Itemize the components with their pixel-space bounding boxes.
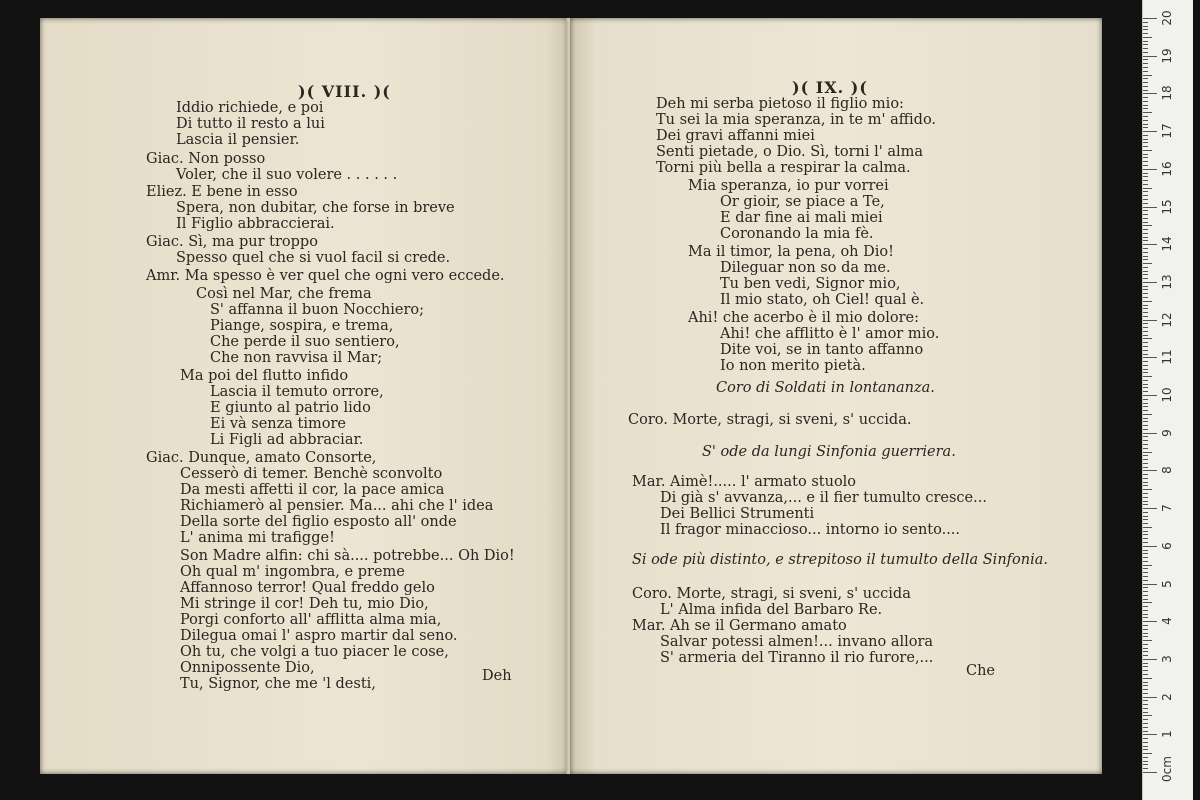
- ruler-tick: [1143, 180, 1148, 181]
- verse-line: Spesso quel che si vuol facil si crede.: [176, 250, 451, 266]
- ruler-number: 4: [1160, 617, 1174, 626]
- ruler-tick: [1143, 704, 1148, 705]
- page-header: )( IX. )(: [792, 78, 868, 97]
- ruler-tick: [1143, 323, 1148, 324]
- ruler-tick: [1143, 135, 1148, 136]
- ruler-tick: [1143, 542, 1148, 543]
- ruler-tick: [1143, 429, 1148, 430]
- verse-line: Salvar potessi almen!... invano allora: [660, 634, 934, 650]
- verse-line: Giac. Non posso: [146, 151, 266, 167]
- ruler-tick: [1143, 320, 1157, 321]
- ruler-tick: [1143, 534, 1148, 535]
- verse-line: Il Figlio abbraccierai.: [176, 216, 335, 232]
- ruler-tick: [1143, 403, 1148, 404]
- ruler-tick: [1143, 335, 1148, 336]
- ruler-tick: [1143, 308, 1148, 309]
- ruler-tick: [1143, 305, 1148, 306]
- ruler-tick: [1143, 161, 1148, 162]
- ruler-tick: [1143, 184, 1148, 185]
- ruler-tick: [1143, 93, 1157, 94]
- ruler-tick: [1143, 350, 1148, 351]
- verse-line: Io non merito pietà.: [720, 358, 866, 374]
- ruler-tick: [1143, 440, 1148, 441]
- ruler-tick: [1143, 354, 1148, 355]
- ruler-tick: [1143, 693, 1148, 694]
- ruler-tick: [1143, 761, 1148, 762]
- ruler-tick: [1143, 425, 1148, 426]
- ruler-tick: [1143, 538, 1148, 539]
- ruler-tick: [1143, 391, 1148, 392]
- ruler-tick: [1143, 591, 1148, 592]
- verse-line: Della sorte del figlio esposto all' onde: [180, 514, 457, 530]
- ruler-tick: [1143, 338, 1152, 339]
- verse-line: Tu, Signor, che me 'l desti,: [180, 676, 376, 692]
- ruler-tick: [1143, 546, 1157, 547]
- ruler-tick: [1143, 674, 1148, 675]
- ruler-tick: [1143, 504, 1148, 505]
- verse-line: Il mio stato, oh Ciel! qual è.: [720, 292, 925, 308]
- ruler-tick: [1143, 78, 1148, 79]
- ruler-tick: [1143, 614, 1148, 615]
- ruler-tick: [1143, 587, 1148, 588]
- ruler-tick: [1143, 663, 1148, 664]
- ruler-tick: [1143, 139, 1148, 140]
- ruler-tick: [1143, 523, 1148, 524]
- ruler-tick: [1143, 387, 1148, 388]
- ruler-tick: [1143, 576, 1148, 577]
- ruler-tick: [1143, 557, 1148, 558]
- ruler-tick: [1143, 97, 1148, 98]
- ruler-tick: [1143, 565, 1152, 566]
- ruler-tick: [1143, 621, 1157, 622]
- verse-line: Giac. Sì, ma pur troppo: [146, 234, 318, 250]
- verse-line: Piange, sospira, e trema,: [210, 318, 394, 334]
- stage-direction: Si ode più distinto, e strepitoso il tumulto della Sinfonia.: [632, 552, 1048, 568]
- ruler-tick: [1143, 165, 1148, 166]
- ruler-number: 10: [1160, 387, 1174, 403]
- ruler-tick: [1143, 553, 1148, 554]
- ruler-tick: [1143, 489, 1152, 490]
- ruler-tick: [1143, 384, 1148, 385]
- ruler-tick: [1143, 734, 1157, 735]
- ruler-tick: [1143, 406, 1148, 407]
- verse-line: S' affanna il buon Nocchiero;: [210, 302, 424, 318]
- ruler-tick: [1143, 414, 1152, 415]
- ruler-tick: [1143, 640, 1152, 641]
- ruler-tick: [1143, 625, 1148, 626]
- verse-line: Oh qual m' ingombra, e preme: [180, 564, 405, 580]
- ruler-tick: [1143, 41, 1148, 42]
- ruler-tick: [1143, 467, 1148, 468]
- ruler-number: 8: [1160, 466, 1174, 475]
- ruler-tick: [1143, 259, 1148, 260]
- ruler-tick: [1143, 267, 1148, 268]
- verse-line: Dei Bellici Strumenti: [660, 506, 815, 522]
- ruler-tick: [1143, 22, 1148, 23]
- ruler-tick: [1143, 222, 1148, 223]
- right-page: [570, 18, 1102, 774]
- ruler-tick: [1143, 297, 1148, 298]
- ruler-tick: [1143, 278, 1148, 279]
- verse-line: Mar. Ah se il Germano amato: [632, 618, 847, 634]
- ruler-tick: [1143, 482, 1148, 483]
- ruler-tick: [1143, 248, 1148, 249]
- verse-line: S' armeria del Tiranno il rio furore,...: [660, 650, 934, 666]
- ruler-tick: [1143, 327, 1148, 328]
- ruler-number: 1: [1160, 730, 1174, 739]
- ruler-tick: [1143, 659, 1157, 660]
- verse-line: Lascia il temuto orrore,: [210, 384, 384, 400]
- ruler-tick: [1143, 474, 1148, 475]
- ruler-tick: [1143, 203, 1148, 204]
- ruler-tick: [1143, 173, 1148, 174]
- ruler-tick: [1143, 108, 1148, 109]
- verse-line: E giunto al patrio lido: [210, 400, 371, 416]
- ruler-tick: [1143, 485, 1148, 486]
- verse-line: Richiamerò al pensier. Ma... ahi che l' idea: [180, 498, 494, 514]
- ruler-tick: [1143, 395, 1157, 396]
- ruler-tick: [1143, 519, 1148, 520]
- ruler-tick: [1143, 497, 1148, 498]
- ruler-tick: [1143, 56, 1157, 57]
- ruler-tick: [1143, 157, 1148, 158]
- ruler-tick: [1143, 240, 1148, 241]
- ruler-tick: [1143, 448, 1148, 449]
- verse-line: Affannoso terror! Qual freddo gelo: [180, 580, 435, 596]
- ruler-tick: [1143, 150, 1152, 151]
- left-page: [40, 18, 568, 774]
- ruler-tick: [1143, 225, 1152, 226]
- ruler-tick: [1143, 610, 1148, 611]
- ruler-tick: [1143, 470, 1157, 471]
- verse-line: Ahi! che afflitto è l' amor mio.: [720, 326, 940, 342]
- ruler-tick: [1143, 120, 1148, 121]
- ruler-tick: [1143, 697, 1157, 698]
- ruler-tick: [1143, 764, 1148, 765]
- ruler-number: 2: [1160, 692, 1174, 701]
- ruler-tick: [1143, 289, 1148, 290]
- ruler-tick: [1143, 44, 1148, 45]
- verse-line: Porgi conforto all' afflitta alma mia,: [180, 612, 442, 628]
- ruler-tick: [1143, 455, 1148, 456]
- ruler-tick: [1143, 738, 1148, 739]
- ruler-tick: [1143, 584, 1157, 585]
- ruler-tick: [1143, 271, 1148, 272]
- ruler-tick: [1143, 572, 1148, 573]
- ruler-number: 16: [1160, 161, 1174, 177]
- ruler-tick: [1143, 331, 1148, 332]
- ruler-tick: [1143, 263, 1152, 264]
- ruler-tick: [1143, 131, 1157, 132]
- ruler-tick: [1143, 169, 1157, 170]
- ruler-tick: [1143, 670, 1148, 671]
- verse-line: Spera, non dubitar, che forse in breve: [176, 200, 455, 216]
- ruler-tick: [1143, 527, 1152, 528]
- verse-line: Lascia il pensier.: [176, 132, 300, 148]
- ruler-tick: [1143, 86, 1148, 87]
- verse-line: Li Figli ad abbraciar.: [210, 432, 364, 448]
- ruler-tick: [1143, 82, 1148, 83]
- measurement-ruler: [1142, 0, 1193, 800]
- ruler-tick: [1143, 719, 1148, 720]
- ruler-tick: [1143, 365, 1148, 366]
- verse-line: Torni più bella a respirar la calma.: [656, 160, 911, 176]
- verse-line: Eliez. E bene in esso: [146, 184, 298, 200]
- ruler-number: 6: [1160, 541, 1174, 550]
- ruler-tick: [1143, 651, 1148, 652]
- ruler-tick: [1143, 210, 1148, 211]
- verse-line: Dite voi, se in tanto affanno: [720, 342, 924, 358]
- ruler-tick: [1143, 749, 1148, 750]
- ruler-tick: [1143, 636, 1148, 637]
- ruler-tick: [1143, 478, 1148, 479]
- verse-line: Dei gravi affanni miei: [656, 128, 815, 144]
- ruler-tick: [1143, 493, 1148, 494]
- verse-line: Tu ben vedi, Signor mio,: [720, 276, 901, 292]
- ruler-tick: [1143, 768, 1148, 769]
- ruler-tick: [1143, 753, 1152, 754]
- verse-line: Mar. Aimè!..... l' armato stuolo: [632, 474, 857, 490]
- verse-line: Onnipossente Dio,: [180, 660, 315, 676]
- verse-line: Coronando la mia fè.: [720, 226, 874, 242]
- ruler-tick: [1143, 71, 1148, 72]
- ruler-tick: [1143, 29, 1148, 30]
- verse-line: Mia speranza, io pur vorrei: [688, 178, 889, 194]
- ruler-tick: [1143, 229, 1148, 230]
- ruler-tick: [1143, 689, 1148, 690]
- ruler-tick: [1143, 757, 1148, 758]
- ruler-tick: [1143, 444, 1148, 445]
- ruler-tick: [1143, 361, 1148, 362]
- ruler-tick: [1143, 176, 1148, 177]
- ruler-tick: [1143, 75, 1152, 76]
- ruler-tick: [1143, 195, 1148, 196]
- ruler-tick: [1143, 606, 1148, 607]
- ruler-tick: [1143, 568, 1148, 569]
- ruler-tick: [1143, 346, 1148, 347]
- ruler-tick: [1143, 602, 1152, 603]
- ruler-number: 13: [1160, 274, 1174, 290]
- ruler-number: 5: [1160, 579, 1174, 588]
- ruler-tick: [1143, 727, 1148, 728]
- ruler-tick: [1143, 595, 1148, 596]
- ruler-tick: [1143, 629, 1148, 630]
- ruler-number: 3: [1160, 655, 1174, 663]
- verse-line: Coro. Morte, stragi, si sveni, s' uccida: [632, 586, 911, 602]
- ruler-tick: [1143, 708, 1148, 709]
- ruler-tick: [1143, 682, 1148, 683]
- ruler-tick: [1143, 237, 1148, 238]
- ruler-tick: [1143, 101, 1148, 102]
- ruler-tick: [1143, 655, 1148, 656]
- verse-line: L' Alma infida del Barbaro Re.: [660, 602, 883, 618]
- ruler-number: 12: [1160, 311, 1174, 328]
- verse-line: Di tutto il resto a lui: [176, 116, 325, 132]
- verse-line: Deh mi serba pietoso il figlio mio:: [656, 96, 904, 112]
- ruler-tick: [1143, 436, 1148, 437]
- ruler-tick: [1143, 312, 1148, 313]
- ruler-number: 11: [1160, 349, 1174, 365]
- ruler-tick: [1143, 252, 1148, 253]
- ruler-tick: [1143, 233, 1148, 234]
- ruler-tick: [1143, 67, 1148, 68]
- stage-direction: S' ode da lungi Sinfonia guerriera.: [702, 444, 956, 460]
- ruler-tick: [1143, 399, 1148, 400]
- ruler-tick: [1143, 531, 1148, 532]
- verse-line: Ahi! che acerbo è il mio dolore:: [688, 310, 920, 326]
- ruler-tick: [1143, 746, 1148, 747]
- ruler-number: 18: [1160, 85, 1174, 102]
- verse-line: Ma il timor, la pena, oh Dio!: [688, 244, 894, 260]
- verse-line: Or gioir, se piace a Te,: [720, 194, 885, 210]
- ruler-tick: [1143, 63, 1148, 64]
- verse-line: Il fragor minaccioso... intorno io sento....: [660, 522, 961, 538]
- ruler-tick: [1143, 648, 1148, 649]
- ruler-tick: [1143, 59, 1148, 60]
- verse-line: Di già s' avvanza,... e il fier tumulto cresce...: [660, 490, 987, 506]
- ruler-tick: [1143, 501, 1148, 502]
- verse-line: L' anima mi trafigge!: [180, 530, 335, 546]
- ruler-tick: [1143, 191, 1148, 192]
- ruler-tick: [1143, 274, 1148, 275]
- ruler-tick: [1143, 48, 1148, 49]
- catchword: Che: [966, 663, 996, 679]
- ruler-tick: [1143, 508, 1157, 509]
- ruler-tick: [1143, 18, 1157, 19]
- verse-line: Da mesti affetti il cor, la pace amica: [180, 482, 445, 498]
- ruler-tick: [1143, 421, 1148, 422]
- ruler-tick: [1143, 26, 1148, 27]
- verse-line: Giac. Dunque, amato Consorte,: [146, 450, 377, 466]
- ruler-tick: [1143, 772, 1157, 773]
- ruler-tick: [1143, 282, 1157, 283]
- verse-line: Dilegua omai l' aspro martir dal seno.: [180, 628, 458, 644]
- ruler-tick: [1143, 550, 1148, 551]
- ruler-tick: [1143, 199, 1148, 200]
- ruler-tick: [1143, 154, 1148, 155]
- ruler-tick: [1143, 380, 1148, 381]
- ruler-tick: [1143, 146, 1148, 147]
- verse-line: Cesserò di temer. Benchè sconvolto: [180, 466, 443, 482]
- ruler-tick: [1143, 142, 1148, 143]
- verse-line: Che non ravvisa il Mar;: [210, 350, 383, 366]
- ruler-tick: [1143, 715, 1152, 716]
- ruler-tick: [1143, 214, 1148, 215]
- ruler-tick: [1143, 685, 1148, 686]
- ruler-tick: [1143, 316, 1148, 317]
- verse-line: Amr. Ma spesso è ver quel che ogni vero eccede.: [146, 268, 505, 284]
- verse-line: Così nel Mar, che frema: [196, 286, 372, 302]
- ruler-number: 0cm: [1160, 756, 1174, 782]
- ruler-tick: [1143, 580, 1148, 581]
- ruler-tick: [1143, 599, 1148, 600]
- ruler-tick: [1143, 633, 1148, 634]
- ruler-tick: [1143, 644, 1148, 645]
- verse-line: Tu sei la mia speranza, in te m' affido.: [656, 112, 937, 128]
- verse-line: Che perde il suo sentiero,: [210, 334, 400, 350]
- ruler-tick: [1143, 666, 1148, 667]
- verse-line: Voler, che il suo volere . . . . . .: [176, 167, 398, 183]
- ruler-tick: [1143, 37, 1152, 38]
- ruler-tick: [1143, 712, 1148, 713]
- ruler-tick: [1143, 433, 1157, 434]
- ruler-tick: [1143, 33, 1148, 34]
- ruler-tick: [1143, 127, 1148, 128]
- ruler-number: 7: [1160, 504, 1174, 512]
- ruler-tick: [1143, 742, 1148, 743]
- ruler-tick: [1143, 723, 1148, 724]
- ruler-tick: [1143, 90, 1148, 91]
- verse-line: Son Madre alfin: chi sà.... potrebbe... Oh Dio!: [180, 548, 515, 564]
- ruler-tick: [1143, 516, 1148, 517]
- ruler-tick: [1143, 105, 1148, 106]
- verse-line: Iddio richiede, e poi: [176, 100, 324, 116]
- ruler-number: 17: [1160, 123, 1174, 139]
- ruler-tick: [1143, 112, 1152, 113]
- ruler-tick: [1143, 561, 1148, 562]
- ruler-tick: [1143, 301, 1152, 302]
- ruler-tick: [1143, 124, 1148, 125]
- ruler-tick: [1143, 617, 1148, 618]
- stage-direction: Coro di Soldati in lontananza.: [716, 380, 935, 396]
- catchword: Deh: [482, 668, 512, 684]
- ruler-tick: [1143, 357, 1157, 358]
- ruler-tick: [1143, 286, 1148, 287]
- ruler-tick: [1143, 256, 1148, 257]
- ruler-tick: [1143, 512, 1148, 513]
- verse-line: Oh tu, che volgi a tuo piacer le cose,: [180, 644, 449, 660]
- verse-line: Ei và senza timore: [210, 416, 346, 432]
- ruler-tick: [1143, 700, 1148, 701]
- verse-line: Ma poi del flutto infido: [180, 368, 349, 384]
- ruler-tick: [1143, 369, 1148, 370]
- verse-line: E dar fine ai mali miei: [720, 210, 883, 226]
- ruler-tick: [1143, 418, 1148, 419]
- ruler-tick: [1143, 293, 1148, 294]
- ruler-tick: [1143, 410, 1148, 411]
- ruler-tick: [1143, 218, 1148, 219]
- page-header: )( VIII. )(: [298, 82, 391, 101]
- ruler-tick: [1143, 116, 1148, 117]
- ruler-tick: [1143, 188, 1152, 189]
- ruler-number: 9: [1160, 428, 1174, 437]
- ruler-tick: [1143, 463, 1148, 464]
- ruler-tick: [1143, 452, 1152, 453]
- ruler-tick: [1143, 678, 1152, 679]
- ruler-tick: [1143, 731, 1148, 732]
- ruler-number: 19: [1160, 48, 1174, 64]
- ruler-tick: [1143, 207, 1157, 208]
- ruler-number: 20: [1160, 10, 1174, 26]
- ruler-tick: [1143, 244, 1157, 245]
- ruler-tick: [1143, 459, 1148, 460]
- verse-line: Dileguar non so da me.: [720, 260, 891, 276]
- ruler-number: 14: [1160, 236, 1174, 252]
- ruler-tick: [1143, 52, 1148, 53]
- ruler-tick: [1143, 376, 1152, 377]
- verse-line: Coro. Morte, stragi, si sveni, s' uccida.: [628, 412, 912, 428]
- ruler-tick: [1143, 342, 1148, 343]
- ruler-tick: [1143, 372, 1148, 373]
- verse-line: Senti pietade, o Dio. Sì, torni l' alma: [656, 144, 924, 160]
- ruler-number: 15: [1160, 198, 1174, 215]
- verse-line: Mi stringe il cor! Deh tu, mio Dio,: [180, 596, 429, 612]
